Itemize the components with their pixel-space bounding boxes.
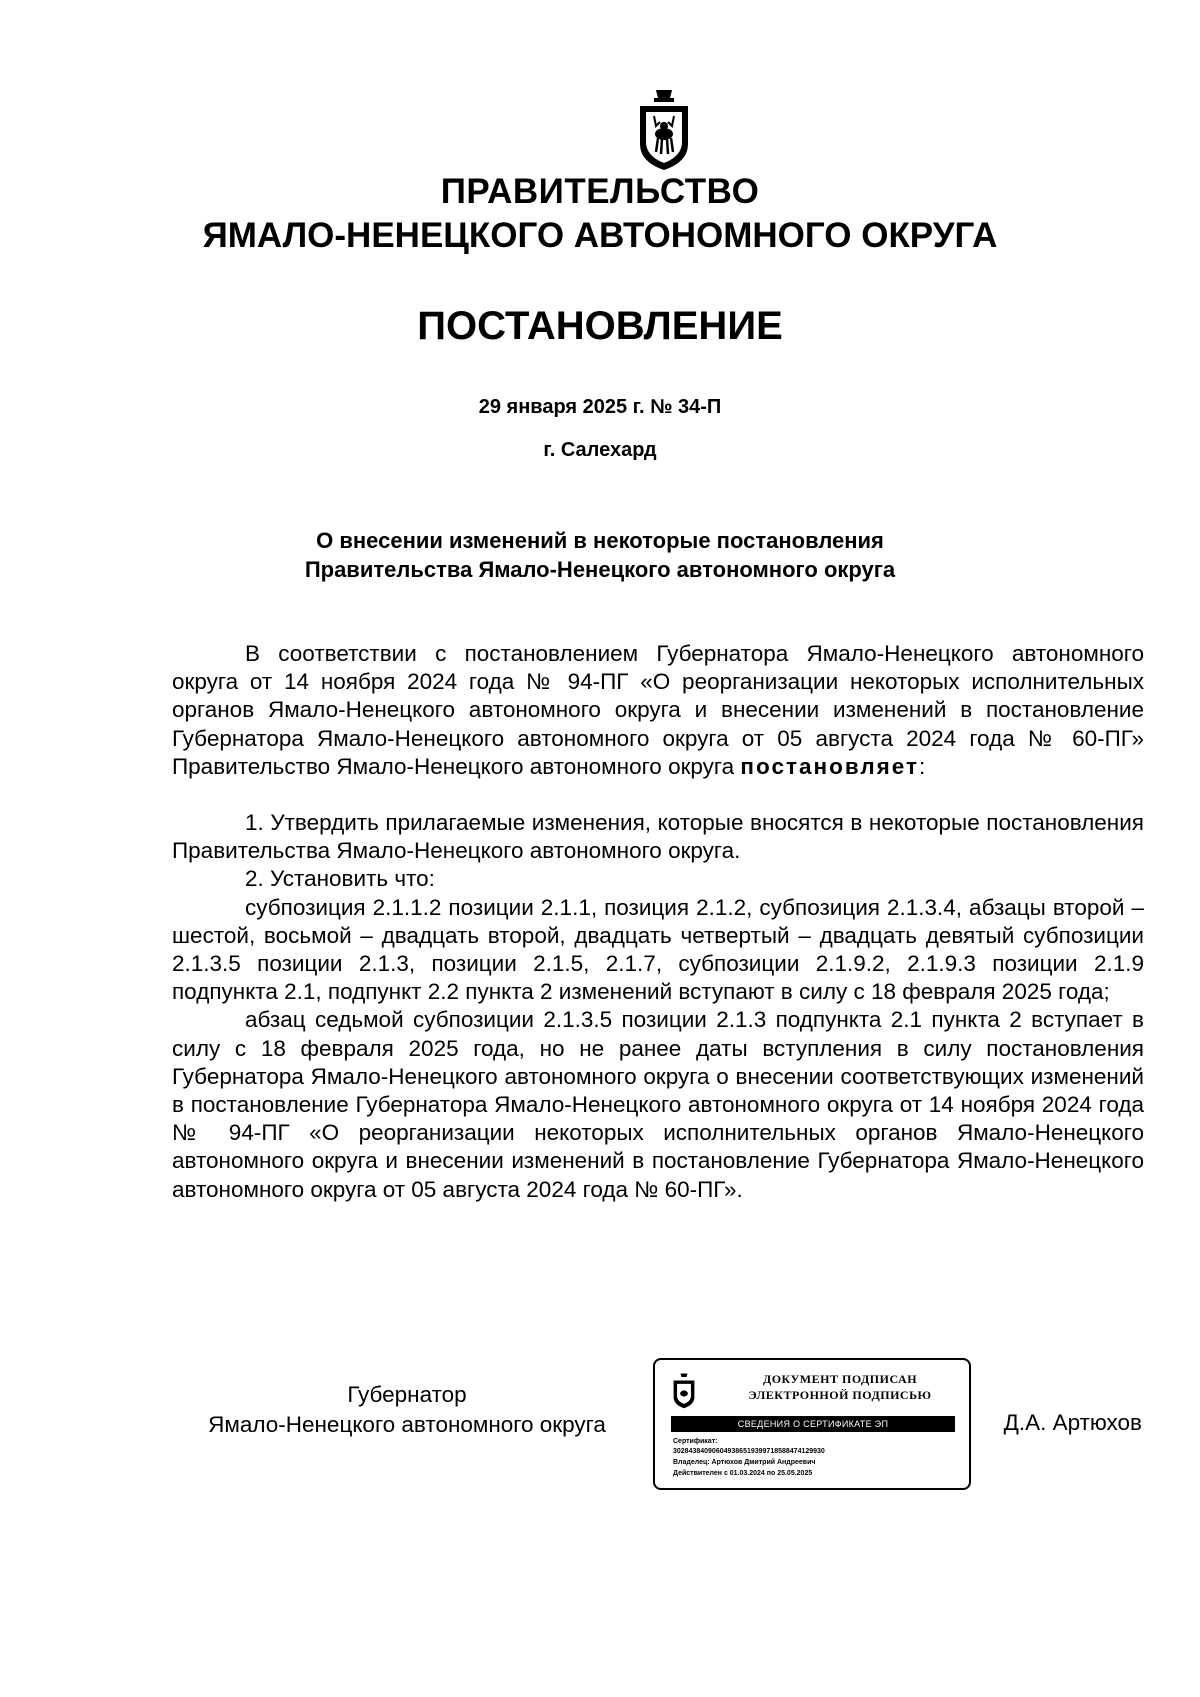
title-line1: О внесении изменений в некоторые постановления xyxy=(316,528,884,553)
stamp-coat-of-arms-icon xyxy=(671,1370,697,1410)
preamble-paragraph xyxy=(172,640,1144,781)
org-name-line1: ПРАВИТЕЛЬСТВО xyxy=(440,172,760,211)
stamp-line2: ЭЛЕКТРОННОЙ ПОДПИСЬЮ xyxy=(748,1388,932,1402)
coat-of-arms-icon xyxy=(634,84,694,172)
signatory-position-line2: Ямало-Ненецкого автономного округа xyxy=(208,1412,606,1437)
document-type: ПОСТАНОВЛЕНИЕ xyxy=(417,304,783,348)
preamble-end: : xyxy=(919,753,926,779)
stamp-owner: Владелец: Артюхов Дмитрий Андреевич xyxy=(673,1459,816,1466)
stamp-cert-label: Сертификат: xyxy=(673,1438,718,1445)
signatory-position-line1: Губернатор xyxy=(347,1382,467,1407)
stamp-cert-value: 302843840906049386519399718588474129930 xyxy=(673,1448,825,1455)
title-line2: Правительства Ямало-Ненецкого автономного округа xyxy=(304,557,896,582)
paragraph-1: 1. Утвердить прилагаемые изменения, которые вносятся в некоторые постановления Правительства Ямало-Ненецкого автономного округа. xyxy=(172,810,1144,864)
signatory-name: Д.А. Артюхов xyxy=(1003,1410,1142,1435)
city: г. Салехард xyxy=(543,439,657,461)
paragraph-2: 2. Установить что: xyxy=(245,866,435,892)
stamp-valid: Действителен с 01.03.2024 по 25.05.2025 xyxy=(673,1470,813,1477)
document-title xyxy=(0,526,1200,584)
org-name-line2: ЯМАЛО-НЕНЕЦКОГО АВТОНОМНОГО ОКРУГА xyxy=(202,216,998,255)
paragraph-3: субпозиция 2.1.1.2 позиции 2.1.1, позиция 2.1.2, субпозиция 2.1.3.4, абзацы второй – шестой, восьмой – двадцать второй, двадцать четвертый – двадцать девятый субпозиции 2.1.3.5 позиции 2.1.3, позиции 2.1.5, 2.1.7, субпозиции 2.1.9.2, 2.1.9.3 позиции 2.1.9 подпункта 2.1, подпункт 2.2 пункта 2 изменений вступают в силу с 18 февраля 2025 года; xyxy=(172,894,1144,1005)
signatory-position xyxy=(172,1380,642,1440)
preamble-text: В соответствии с постановлением Губернатора Ямало-Ненецкого автономного округа от 14 ноября 2024 года № 94-ПГ «О реорганизации некоторых исполнительных органов Ямало-Ненецкого автономного округа и внесении изменений в постановление Губернатора Ямало-Ненецкого автономного округа от 05 августа 2024 года № 60-ПГ» Правительство Ямало-Ненецкого автономного округа xyxy=(172,641,1144,779)
document-body xyxy=(172,640,1144,1204)
stamp-certificate-bar: СВЕДЕНИЯ О СЕРТИФИКАТЕ ЭП xyxy=(671,1416,955,1432)
electronic-signature-stamp xyxy=(653,1358,971,1490)
preamble-verb: постановляет xyxy=(740,753,920,779)
stamp-line1: ДОКУМЕНТ ПОДПИСАН xyxy=(762,1372,918,1386)
date-number: 29 января 2025 г. № 34-П xyxy=(478,396,722,418)
paragraph-4: абзац седьмой субпозиции 2.1.3.5 позиции 2.1.3 подпункта 2.1 пункта 2 вступает в силу с 18 февраля 2025 года, но не ранее даты вступления в силу постановления Губернатора Ямало-Ненецкого автономного округа о внесении соответствующих изменений в постановление Губернатора Ямало-Ненецкого автономного округа от 14 ноября 2024 года № 94-ПГ «О реорганизации некоторых исполнительных органов Ямало-Ненецкого автономного округа и внесении изменений в постановление Губернатора Ямало-Ненецкого автономного округа от 05 августа 2024 года № 60-ПГ». xyxy=(172,1007,1144,1202)
